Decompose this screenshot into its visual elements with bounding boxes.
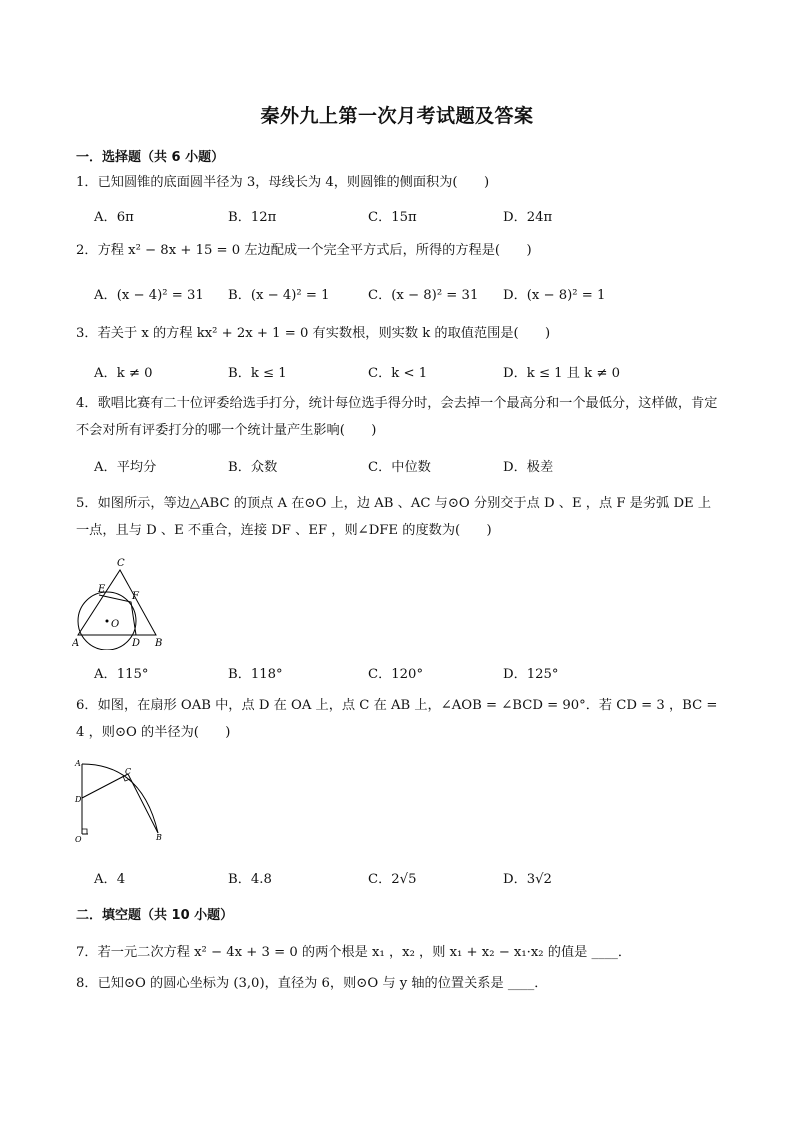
- option-b: B．4.8: [228, 872, 272, 887]
- option-d: D．125°: [503, 667, 559, 682]
- question-2: 2．方程 x² − 8x + 15 = 0 左边配成一个完全平方式后，所得的方程是( ): [76, 243, 532, 258]
- options-3: [94, 362, 714, 382]
- figure-6-sector: [70, 756, 170, 848]
- option-a: A．6π: [94, 210, 134, 225]
- option-d: D．极差: [503, 460, 554, 475]
- label-f: F: [132, 591, 139, 602]
- option-d: D．k ≤ 1 且 k ≠ 0: [503, 366, 620, 381]
- option-c: C．120°: [368, 667, 424, 682]
- label-a: A: [75, 759, 81, 768]
- option-a: A．(x − 4)² = 31: [94, 288, 204, 303]
- option-b: B．12π: [228, 210, 277, 225]
- option-b: B．k ≤ 1: [228, 366, 287, 381]
- option-b: B．众数: [228, 460, 278, 475]
- option-d: D．3√2: [503, 872, 552, 887]
- label-o: O: [75, 835, 82, 844]
- option-d: D．24π: [503, 210, 553, 225]
- label-d: D: [75, 795, 82, 804]
- option-c: C．k < 1: [368, 366, 428, 381]
- option-a: A．4: [94, 872, 126, 887]
- option-a: A．115°: [94, 667, 149, 682]
- page-title: 秦外九上第一次月考试题及答案: [260, 105, 534, 127]
- question-4: 4．歌唱比赛有二十位评委给选手打分，统计每位选手得分时，会去掉一个最高分和一个最低分，这样做，肯定不会对所有评委打分的哪一个统计量产生影响( ): [76, 396, 718, 438]
- figure-5-circle-triangle: [72, 555, 182, 650]
- question-5: 5．如图所示，等边△ABC 的顶点 A 在⊙O 上，边 AB 、AC 与⊙O 分别交于点 D 、E ，点 F 是劣弧 DE 上一点，且与 D 、E 不重合，连接 DF 、EF ，则∠DFE 的度数为( ): [76, 496, 712, 538]
- option-c: C．中位数: [368, 460, 431, 475]
- option-a: A．k ≠ 0: [94, 366, 153, 381]
- label-e: E: [98, 584, 106, 595]
- options-4: [94, 456, 714, 476]
- question-1: 1．已知圆锥的底面圆半径为 3，母线长为 4，则圆锥的侧面积为( ): [76, 175, 490, 190]
- section-heading-choice: 一．选择题（共 6 小题）: [76, 150, 225, 165]
- label-c: C: [117, 558, 125, 569]
- options-2: [94, 284, 714, 304]
- option-c: C．15π: [368, 210, 417, 225]
- option-b: B．(x − 4)² = 1: [228, 288, 330, 303]
- label-a: A: [72, 638, 80, 649]
- options-5: [94, 663, 714, 683]
- option-c: C．2√5: [368, 872, 417, 887]
- label-o: O: [111, 619, 120, 630]
- option-a: A．平均分: [94, 460, 157, 475]
- label-b: B: [156, 833, 162, 842]
- option-b: B．118°: [228, 667, 283, 682]
- options-6: [94, 868, 714, 888]
- question-6: 6．如图，在扇形 OAB 中，点 D 在 OA 上，点 C 在 AB 上，∠AOB = ∠BCD = 90°．若 CD = 3 ，BC = 4 ，则⊙O 的半径为( ): [76, 698, 718, 740]
- option-d: D．(x − 8)² = 1: [503, 288, 606, 303]
- label-c: C: [125, 767, 132, 776]
- label-d: D: [132, 638, 141, 649]
- options-1: [94, 206, 714, 226]
- question-8: 8．已知⊙O 的圆心坐标为 (3,0)，直径为 6，则⊙O 与 y 轴的位置关系是 ____．: [76, 976, 548, 991]
- question-7: 7．若一元二次方程 x² − 4x + 3 = 0 的两个根是 x₁ ，x₂ ，则 x₁ + x₂ − x₁·x₂ 的值是 ____．: [76, 945, 632, 960]
- label-b: B: [155, 638, 163, 649]
- section-heading-fill: 二．填空题（共 10 小题）: [76, 908, 234, 923]
- question-3: 3．若关于 x 的方程 kx² + 2x + 1 = 0 有实数根，则实数 k 的取值范围是( ): [76, 326, 551, 341]
- option-c: C．(x − 8)² = 31: [368, 288, 479, 303]
